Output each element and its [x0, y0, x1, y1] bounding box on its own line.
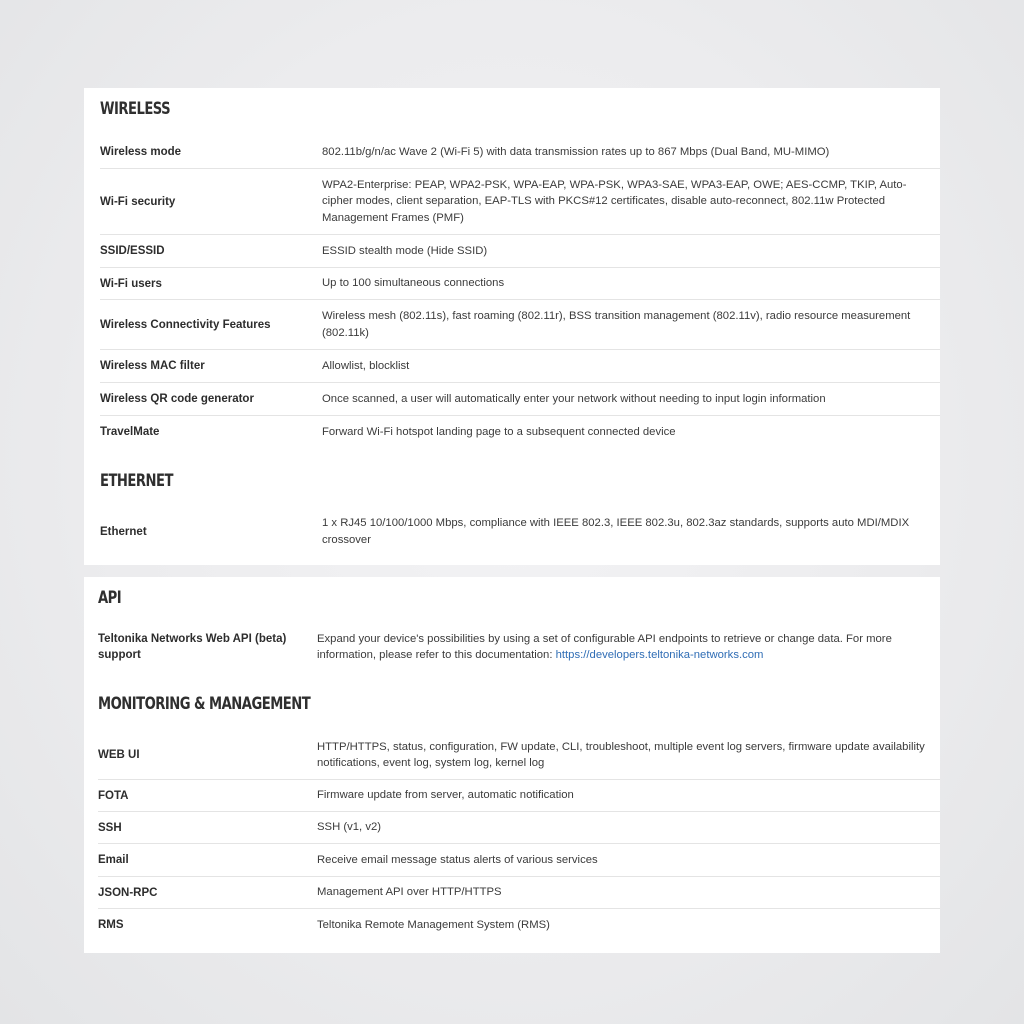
- spec-row-json-rpc: [98, 877, 940, 909]
- spec-value: Once scanned, a user will automatically enter your network without needing to input login information: [322, 392, 826, 405]
- spec-row-fota: [98, 780, 940, 812]
- spec-label: SSID/ESSID: [100, 245, 165, 257]
- spec-value: 802.11b/g/n/ac Wave 2 (Wi-Fi 5) with data transmission rates up to 867 Mbps (Dual Band, MU-MIMO): [322, 145, 830, 158]
- section-title-ethernet: ETHERNET: [100, 471, 173, 491]
- spec-row-web-ui: [98, 731, 940, 780]
- spec-value: 1 x RJ45 10/100/1000 Mbps, compliance with IEEE 802.3, IEEE 802.3u, 802.3az standards, supports auto MDI/MDIX crossover: [322, 517, 910, 546]
- spec-row-wireless-mode: [100, 136, 940, 169]
- spec-row-ssid: [100, 235, 940, 268]
- spec-value: SSH (v1, v2): [317, 821, 382, 834]
- spec-row-wireless-connectivity: [100, 300, 940, 350]
- spec-value: Teltonika Remote Management System (RMS): [317, 918, 550, 931]
- spec-value: Management API over HTTP/HTTPS: [317, 886, 502, 899]
- spec-card-api-monitoring: [84, 577, 940, 953]
- spec-row-email: [98, 844, 940, 877]
- section-title-api: API: [98, 588, 122, 608]
- spec-row-ssh: [98, 812, 940, 844]
- spec-value: Firmware update from server, automatic notification: [317, 789, 574, 802]
- spec-row-travelmate: [100, 416, 940, 448]
- documentation-link[interactable]: https://developers.teltonika-networks.com: [555, 649, 764, 661]
- spec-label: Teltonika Networks Web API (beta) support: [98, 633, 287, 661]
- spec-label: FOTA: [98, 789, 129, 802]
- spec-label: Wireless Connectivity Features: [100, 318, 271, 331]
- spec-label: Wi-Fi users: [100, 277, 162, 290]
- spec-value: Up to 100 simultaneous connections: [322, 277, 505, 290]
- spec-label: Ethernet: [100, 525, 147, 538]
- spec-row-wifi-users: [100, 268, 940, 300]
- spec-value: ESSID stealth mode (Hide SSID): [322, 244, 488, 257]
- spec-value: Allowlist, blocklist: [322, 359, 410, 372]
- spec-value: HTTP/HTTPS, status, configuration, FW update, CLI, troubleshoot, multiple event log servers, firmware update availability notifications, event log, system log, kernel log: [317, 740, 925, 769]
- spec-row-rms: [98, 909, 940, 941]
- spec-value: Wireless mesh (802.11s), fast roaming (802.11r), BSS transition management (802.11v), radio resource measurement (802.11k): [322, 310, 911, 339]
- spec-label: Email: [98, 854, 129, 866]
- spec-value: Forward Wi-Fi hotspot landing page to a subsequent connected device: [322, 425, 676, 438]
- section-title-monitoring: MONITORING & MANAGEMENT: [98, 694, 311, 714]
- spec-label: Wireless mode: [100, 146, 182, 158]
- spec-row-mac-filter: [100, 350, 940, 383]
- spec-value: Receive email message status alerts of various services: [317, 853, 598, 866]
- spec-value: [317, 631, 940, 664]
- spec-label: TravelMate: [100, 426, 160, 438]
- spec-label: Wi-Fi security: [100, 195, 176, 208]
- spec-row-wifi-security: [100, 169, 940, 235]
- spec-label: JSON-RPC: [98, 886, 158, 899]
- spec-label: Wireless QR code generator: [100, 393, 254, 405]
- section-title-wireless: WIRELESS: [100, 99, 171, 119]
- spec-label: Wireless MAC filter: [100, 360, 205, 372]
- spec-value: WPA2-Enterprise: PEAP, WPA2-PSK, WPA-EAP, WPA-PSK, WPA3-SAE, WPA3-EAP, OWE; AES-CCMP, TKIP, Auto-cipher modes, client separation, EAP-TLS with PKCS#12 certificates, disable auto-reconnect, 802.11w Protected Management Frames (PMF): [322, 179, 907, 224]
- spec-label: SSH: [98, 821, 122, 834]
- spec-row-qr-generator: [100, 383, 940, 416]
- spec-card-wireless-ethernet: [84, 88, 940, 565]
- spec-label: RMS: [98, 919, 124, 931]
- spec-row-web-api: [98, 624, 940, 670]
- spec-row-ethernet: [100, 508, 940, 555]
- spec-value-text: Expand your device's possibilities by using a set of configurable API endpoints to retrieve or change data. For more information, please refer to this documentation:: [317, 632, 892, 661]
- spec-label: WEB UI: [98, 749, 140, 761]
